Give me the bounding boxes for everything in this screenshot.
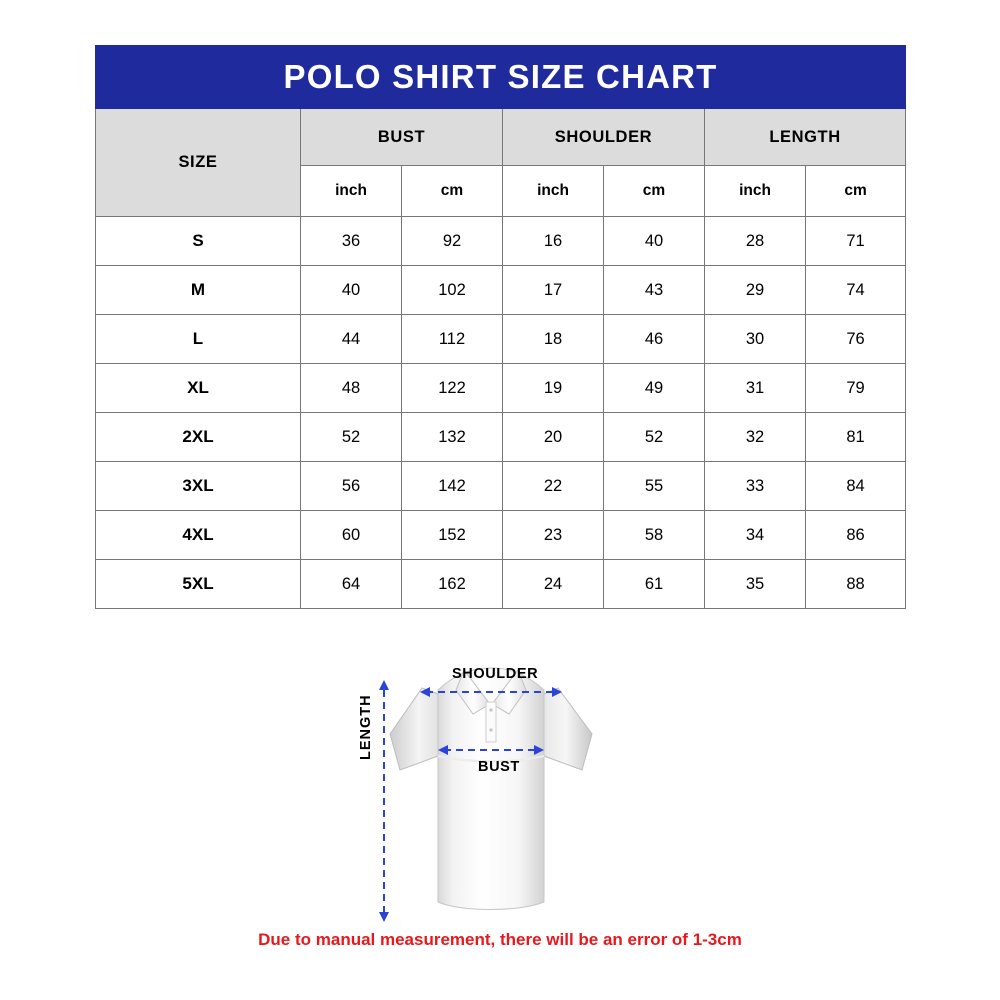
cell-shoulder-inch: 18 — [503, 315, 604, 364]
cell-length-inch: 32 — [705, 413, 806, 462]
unit-length-inch: inch — [705, 166, 806, 217]
cell-shoulder-cm: 46 — [604, 315, 705, 364]
column-header-length: LENGTH — [705, 109, 906, 166]
column-header-size: SIZE — [96, 109, 301, 217]
bust-measure-label: BUST — [478, 759, 520, 775]
cell-size: 5XL — [96, 560, 301, 609]
cell-length-inch: 34 — [705, 511, 806, 560]
table-row — [96, 462, 906, 511]
cell-bust-inch: 52 — [301, 413, 402, 462]
cell-shoulder-cm: 40 — [604, 217, 705, 266]
cell-length-inch: 31 — [705, 364, 806, 413]
table-group-header-row — [96, 109, 906, 166]
cell-shoulder-inch: 17 — [503, 266, 604, 315]
cell-bust-inch: 64 — [301, 560, 402, 609]
unit-bust-cm: cm — [402, 166, 503, 217]
cell-bust-cm: 132 — [402, 413, 503, 462]
table-row — [96, 413, 906, 462]
table-row — [96, 560, 906, 609]
cell-bust-inch: 56 — [301, 462, 402, 511]
length-measure-label: LENGTH — [358, 694, 374, 760]
measurement-note: Due to manual measurement, there will be an error of 1-3cm — [258, 930, 742, 949]
cell-shoulder-inch: 24 — [503, 560, 604, 609]
cell-length-inch: 33 — [705, 462, 806, 511]
cell-bust-cm: 102 — [402, 266, 503, 315]
cell-length-inch: 30 — [705, 315, 806, 364]
table-title-row — [96, 46, 906, 109]
cell-size: M — [96, 266, 301, 315]
table-row — [96, 364, 906, 413]
cell-length-cm: 74 — [806, 266, 906, 315]
table-row — [96, 511, 906, 560]
cell-bust-cm: 162 — [402, 560, 503, 609]
table-row — [96, 315, 906, 364]
size-chart-container — [95, 45, 905, 609]
cell-shoulder-cm: 55 — [604, 462, 705, 511]
cell-bust-inch: 40 — [301, 266, 402, 315]
size-chart-table — [95, 45, 906, 609]
cell-shoulder-cm: 43 — [604, 266, 705, 315]
column-header-bust: BUST — [301, 109, 503, 166]
cell-size: 4XL — [96, 511, 301, 560]
unit-shoulder-cm: cm — [604, 166, 705, 217]
cell-length-inch: 29 — [705, 266, 806, 315]
unit-length-cm: cm — [806, 166, 906, 217]
cell-length-inch: 28 — [705, 217, 806, 266]
unit-shoulder-inch: inch — [503, 166, 604, 217]
table-row — [96, 217, 906, 266]
cell-size: S — [96, 217, 301, 266]
cell-length-cm: 84 — [806, 462, 906, 511]
cell-shoulder-cm: 52 — [604, 413, 705, 462]
cell-size: 2XL — [96, 413, 301, 462]
cell-length-cm: 76 — [806, 315, 906, 364]
cell-bust-cm: 142 — [402, 462, 503, 511]
cell-bust-inch: 48 — [301, 364, 402, 413]
cell-shoulder-cm: 49 — [604, 364, 705, 413]
cell-shoulder-inch: 20 — [503, 413, 604, 462]
cell-bust-inch: 44 — [301, 315, 402, 364]
cell-size: 3XL — [96, 462, 301, 511]
measurement-diagram — [0, 630, 1000, 940]
cell-length-cm: 79 — [806, 364, 906, 413]
cell-length-cm: 71 — [806, 217, 906, 266]
table-row — [96, 266, 906, 315]
shoulder-measure-label: SHOULDER — [452, 666, 539, 682]
cell-size: XL — [96, 364, 301, 413]
cell-length-cm: 81 — [806, 413, 906, 462]
cell-bust-inch: 60 — [301, 511, 402, 560]
cell-length-inch: 35 — [705, 560, 806, 609]
column-header-shoulder: SHOULDER — [503, 109, 705, 166]
cell-bust-cm: 92 — [402, 217, 503, 266]
cell-shoulder-cm: 61 — [604, 560, 705, 609]
cell-shoulder-inch: 23 — [503, 511, 604, 560]
unit-bust-inch: inch — [301, 166, 402, 217]
cell-bust-cm: 112 — [402, 315, 503, 364]
cell-bust-cm: 122 — [402, 364, 503, 413]
page-title: POLO SHIRT SIZE CHART — [96, 46, 906, 109]
cell-bust-inch: 36 — [301, 217, 402, 266]
cell-length-cm: 86 — [806, 511, 906, 560]
cell-shoulder-inch: 16 — [503, 217, 604, 266]
cell-bust-cm: 152 — [402, 511, 503, 560]
cell-shoulder-cm: 58 — [604, 511, 705, 560]
cell-length-cm: 88 — [806, 560, 906, 609]
cell-size: L — [96, 315, 301, 364]
cell-shoulder-inch: 19 — [503, 364, 604, 413]
cell-shoulder-inch: 22 — [503, 462, 604, 511]
